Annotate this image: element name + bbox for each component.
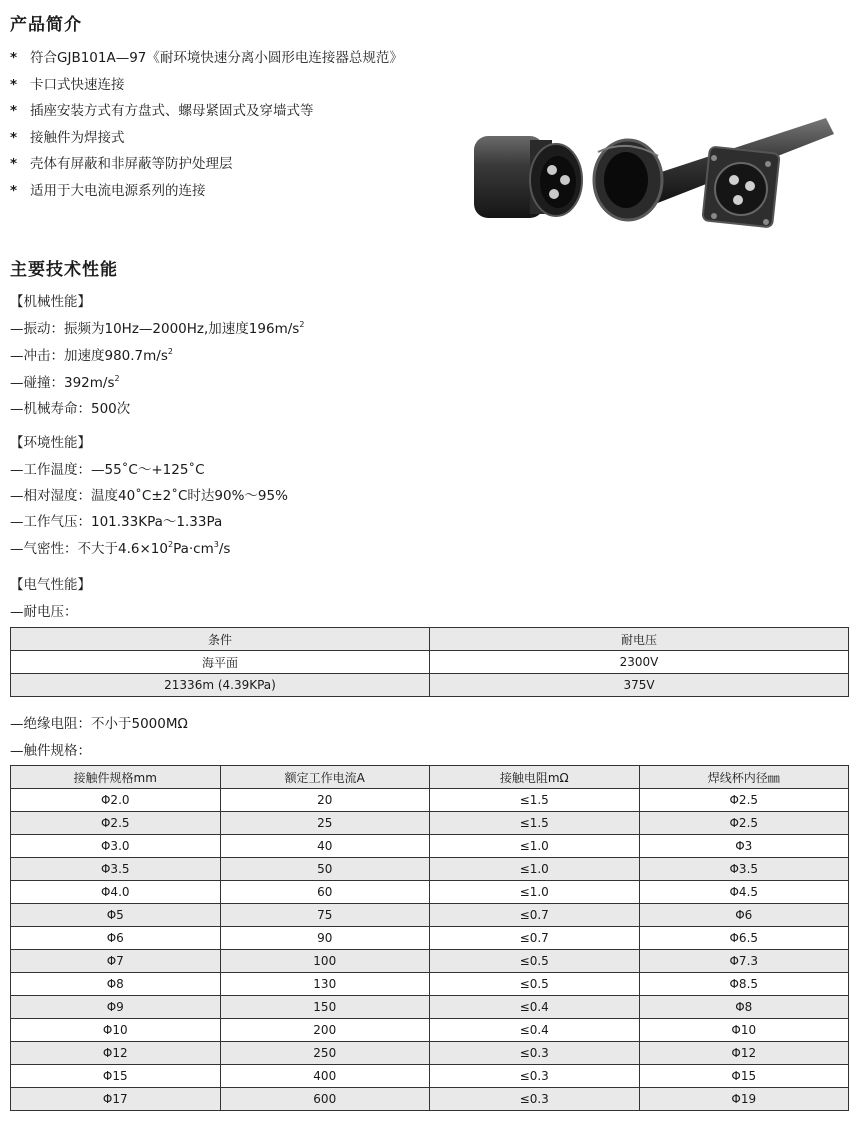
star-icon: * [10,76,18,93]
table-row [11,812,849,835]
table-cell: ≤1.5 [430,789,640,812]
table-row [11,927,849,950]
table-row [11,881,849,904]
table-row [11,1088,849,1111]
insulation-spec: —绝缘电阻：不小于5000MΩ [10,716,188,732]
table-cell: Φ6 [11,927,221,950]
intro-title: 产品简介 [10,15,82,35]
table-cell: 40 [220,835,430,858]
specs-title: 主要技术性能 [10,260,118,280]
table-cell: 130 [220,973,430,996]
table-cell: 250 [220,1042,430,1065]
table-header-row [11,628,849,651]
table-header-cell: 耐电压 [430,628,849,651]
table-cell: ≤0.7 [430,927,640,950]
table-header-cell: 额定工作电流A [220,766,430,789]
vibration-spec: —振动：振频为10Hz—2000Hz,加速度$196m/s^2$ [10,320,305,337]
table-cell: Φ9 [11,996,221,1019]
withstand-voltage-label: —耐电压： [10,604,78,620]
airtightness-spec: —气密性：不大于$4.6\times 10^2Pa\cdot cm^3/s$ [10,540,231,557]
table-row [11,950,849,973]
table-cell: ≤0.3 [430,1065,640,1088]
table-cell: ≤0.5 [430,973,640,996]
table-cell: Φ6 [639,904,849,927]
shock-spec: —冲击：加速度$980.7m/s^2$ [10,347,173,364]
table-row [11,1019,849,1042]
table-cell: Φ17 [11,1088,221,1111]
connector-product-photo [468,108,838,248]
table-cell: 200 [220,1019,430,1042]
table-row [11,1042,849,1065]
table-cell: ≤1.5 [430,812,640,835]
table-row [11,835,849,858]
table-cell: Φ3.5 [11,858,221,881]
intro-bullet: * 接触件为焊接式 [10,128,403,155]
table-cell: Φ2.5 [639,789,849,812]
mechanical-life-spec: —机械寿命：500次 [10,401,131,417]
table-row [11,858,849,881]
table-cell: ≤0.3 [430,1088,640,1111]
table-row [11,973,849,996]
star-icon: * [10,182,18,199]
withstand-voltage-table [10,627,849,697]
table-row [11,1065,849,1088]
table-cell: Φ8 [639,996,849,1019]
table-cell: Φ12 [11,1042,221,1065]
table-header-cell: 接触电阻mΩ [430,766,640,789]
pressure-spec: —工作气压：101.33KPa～1.33Pa [10,514,223,530]
contact-spec-table [10,765,849,1111]
table-cell: ≤0.3 [430,1042,640,1065]
table-cell: Φ3.5 [639,858,849,881]
intro-bullet-list [10,48,403,207]
table-cell: ≤0.4 [430,1019,640,1042]
table-cell: 150 [220,996,430,1019]
table-cell: Φ2.5 [639,812,849,835]
star-icon: * [10,103,18,119]
intro-bullet: * 适用于大电流电源系列的连接 [10,181,403,208]
intro-bullet: * 插座安装方式有方盘式、螺母紧固式及穿墙式等 [10,101,403,128]
table-cell: 60 [220,881,430,904]
table-header-cell: 接触件规格mm [11,766,221,789]
table-cell: Φ3 [639,835,849,858]
table-cell: Φ3.0 [11,835,221,858]
intro-bullet: * 壳体有屏蔽和非屏蔽等防护处理层 [10,154,403,181]
table-cell: 400 [220,1065,430,1088]
star-icon: * [10,156,18,172]
table-cell: Φ8.5 [639,973,849,996]
table-cell: Φ6.5 [639,927,849,950]
table-cell: 100 [220,950,430,973]
mechanical-heading: 【机械性能】 [10,294,91,310]
bump-spec: —碰撞：$392m/s^2$ [10,374,120,391]
table-cell: 375V [430,674,849,697]
table-cell: ≤1.0 [430,835,640,858]
table-cell: ≤0.7 [430,904,640,927]
table-cell: 21336m (4.39KPa) [11,674,430,697]
contact-spec-label: —触件规格： [10,743,91,759]
humidity-spec: —相对湿度：温度40˚C±2˚C时达90%～95% [10,488,288,504]
table-cell: ≤0.4 [430,996,640,1019]
table-header-cell: 条件 [11,628,430,651]
table-cell: 25 [220,812,430,835]
table-cell: ≤1.0 [430,881,640,904]
plug-connector-icon [474,136,582,218]
table-cell: 海平面 [11,651,430,674]
table-row [11,651,849,674]
table-row [11,674,849,697]
temperature-spec: —工作温度：—55˚C～+125˚C [10,462,205,478]
table-row [11,904,849,927]
table-cell: Φ15 [639,1065,849,1088]
table-header-row [11,766,849,789]
table-cell: Φ7.3 [639,950,849,973]
table-cell: Φ10 [639,1019,849,1042]
table-row [11,789,849,812]
intro-bullet: * 卡口式快速连接 [10,75,403,102]
environmental-heading: 【环境性能】 [10,435,91,451]
table-row [11,996,849,1019]
star-icon: * [10,129,18,146]
table-cell: ≤1.0 [430,858,640,881]
table-cell: Φ19 [639,1088,849,1111]
table-cell: 600 [220,1088,430,1111]
table-cell: Φ4.0 [11,881,221,904]
table-cell: 20 [220,789,430,812]
table-cell: Φ12 [639,1042,849,1065]
table-cell: Φ2.0 [11,789,221,812]
table-cell: Φ10 [11,1019,221,1042]
table-cell: Φ4.5 [639,881,849,904]
table-cell: Φ2.5 [11,812,221,835]
table-cell: Φ7 [11,950,221,973]
electrical-heading: 【电气性能】 [10,577,91,593]
table-cell: 50 [220,858,430,881]
table-cell: 2300V [430,651,849,674]
star-icon: * [10,50,18,66]
table-cell: Φ8 [11,973,221,996]
table-cell: 90 [220,927,430,950]
table-cell: ≤0.5 [430,950,640,973]
flange-receptacle-icon [702,147,779,228]
table-cell: Φ5 [11,904,221,927]
table-cell: 75 [220,904,430,927]
intro-bullet: * 符合GJB101A—97《耐环境快速分离小圆形电连接器总规范》 [10,48,403,75]
table-cell: Φ15 [11,1065,221,1088]
table-header-cell: 焊线杯内径㎜ [639,766,849,789]
